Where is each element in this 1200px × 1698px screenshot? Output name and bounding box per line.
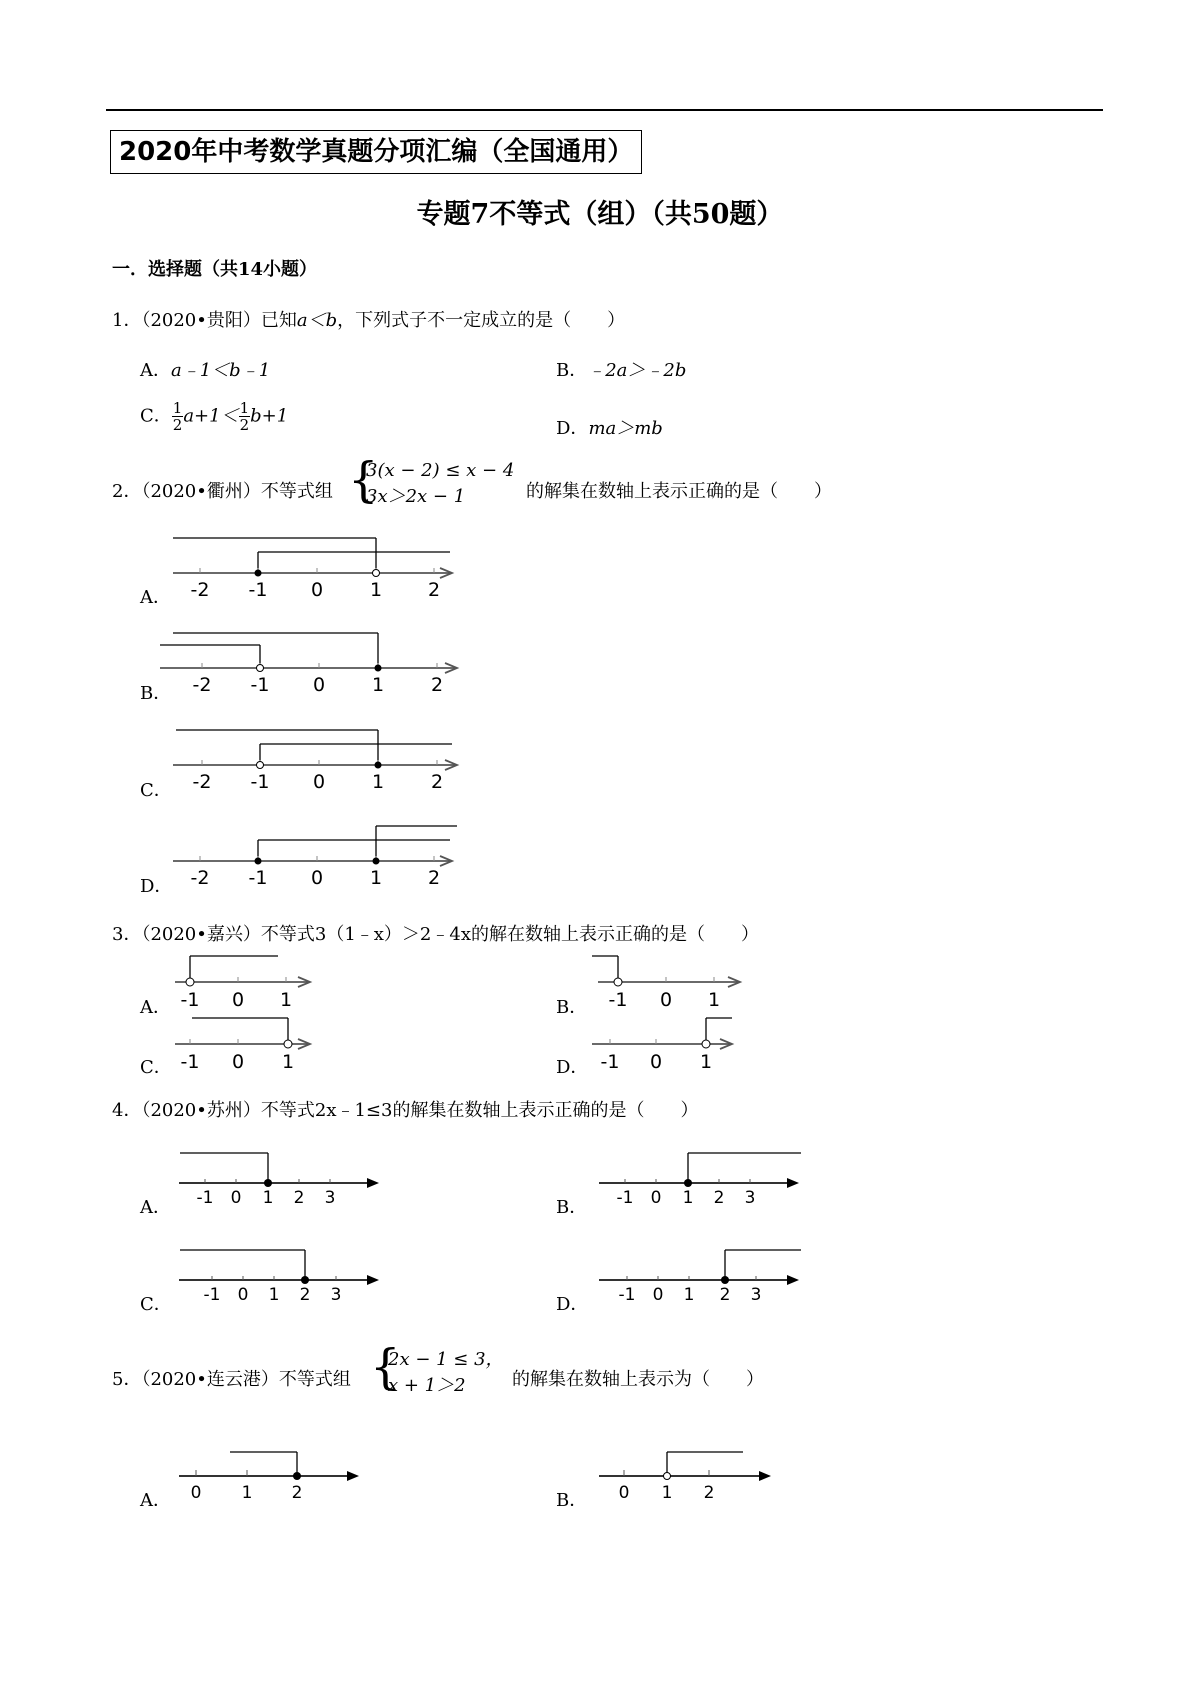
tick-label: 2 [299,1285,311,1305]
question-4-stem: 4．（2020•苏州）不等式2x﹣1≤3的解集在数轴上表示正确的是（ ） [112,1100,699,1121]
q3-option-a-label[interactable]: A． [140,997,171,1018]
q3-option-d-label[interactable]: D． [556,1057,589,1078]
tick-label: -1 [618,1285,636,1305]
axis-arrow [367,1275,379,1285]
numerator: 1 [172,399,183,417]
q3-number-line-d[interactable] [590,1012,750,1072]
q3-number-line-b[interactable] [590,950,750,1010]
tick-label: -2 [192,674,212,696]
system-line-1: 2x − 1 ≤ 3， [388,1349,504,1370]
tick-label: 2 [430,771,444,793]
closed-point [721,1276,729,1284]
closed-point [255,570,262,577]
tick-label: -1 [600,1051,620,1072]
question-2-stem-prefix: 2．（2020•衢州）不等式组 [112,481,333,502]
q2-option-b-label[interactable]: B． [140,683,172,704]
q4-option-d-label[interactable]: D． [556,1294,589,1315]
tick-label: -1 [248,867,268,889]
tick-label: 1 [699,1051,713,1072]
tick-label: 1 [371,674,385,696]
tick-label: 1 [371,771,385,793]
closed-point [684,1179,692,1187]
tick-label: -2 [190,867,210,889]
q4-option-b-label[interactable]: B． [556,1197,588,1218]
section-heading: 一．选择题（共14小题） [112,259,318,280]
system-line-2: 3x＞2x − 1 [366,486,466,507]
q4-number-line-b[interactable] [595,1145,815,1215]
tick-label: -1 [250,674,270,696]
tick-label: 0 [649,1051,663,1072]
q5-number-line-a[interactable] [175,1438,375,1508]
q2-number-line-a[interactable] [160,530,460,610]
system-line-2: x + 1＞2 [388,1375,466,1396]
question-1-stem [112,306,625,332]
tick-label: 1 [281,1051,295,1072]
q3-option-c-label[interactable]: C． [140,1057,172,1078]
tick-label: 2 [293,1188,305,1208]
collection-title: 2020年中考数学真题分项汇编（全国通用） [110,130,642,174]
q1-suffix: ，下列式子不一定成立的是（ ） [337,310,626,331]
numerator: 1 [239,399,250,417]
header-rule [106,109,1103,111]
tick-label: 3 [324,1188,336,1208]
q2-number-line-b[interactable] [160,625,460,705]
tick-label: 1 [661,1483,673,1503]
tick-label: 3 [750,1285,762,1305]
axis-arrow [347,1471,359,1481]
topic-title: 专题7不等式（组）（共50题） [416,199,784,230]
tick-label: 1 [683,1285,695,1305]
tick-label: -1 [196,1188,214,1208]
q5-option-a-label[interactable]: A． [140,1490,171,1511]
tick-label: 1 [279,989,293,1010]
closed-point [264,1179,272,1187]
tick-label: 1 [369,579,383,601]
q5-system [388,1347,504,1399]
tick-label: -2 [192,771,212,793]
tick-label: 0 [650,1188,662,1208]
tick-label: 2 [427,867,441,889]
open-point [664,1473,671,1480]
option-text: b+1 [250,405,289,427]
tick-label: -1 [180,989,200,1010]
tick-label: 1 [707,989,721,1010]
closed-point [293,1472,301,1480]
tick-label: 0 [659,989,673,1010]
option-label: B． [556,360,588,381]
tick-label: 3 [744,1188,756,1208]
option-text: ﹣2a＞﹣2b [587,360,687,381]
denominator: 2 [172,416,183,434]
question-3-stem: 3．（2020•嘉兴）不等式3（1﹣x）＞2﹣4x的解在数轴上表示正确的是（ ） [112,924,759,945]
q3-number-line-a[interactable] [170,950,320,1010]
tick-label: 0 [231,989,245,1010]
closed-point [373,858,380,865]
tick-label: 1 [369,867,383,889]
tick-label: -1 [180,1051,200,1072]
q2-system [366,458,514,510]
option-text: a+1＜ [183,405,239,427]
tick-label: 2 [427,579,441,601]
q4-number-line-d[interactable] [595,1242,815,1312]
tick-label: 3 [330,1285,342,1305]
tick-label: -1 [608,989,628,1010]
axis-arrow [367,1178,379,1188]
system-line-1: 3(x − 2) ≤ x − 4 [366,460,515,481]
tick-label: 1 [241,1483,253,1503]
q3-number-line-c[interactable] [170,1012,320,1072]
tick-label: 0 [310,579,324,601]
option-text: ma＞mb [588,418,663,439]
denominator: 2 [239,416,250,434]
closed-point [255,858,262,865]
q4-number-line-a[interactable] [175,1145,395,1215]
tick-label: -1 [203,1285,221,1305]
q5-option-b-label[interactable]: B． [556,1490,588,1511]
open-point [702,1040,710,1048]
tick-label: 0 [231,1051,245,1072]
system-brace: { [370,1339,401,1395]
q2-number-line-c[interactable] [160,722,460,802]
tick-label: 0 [190,1483,202,1503]
tick-label: 2 [713,1188,725,1208]
tick-label: -1 [616,1188,634,1208]
axis-arrow [787,1178,799,1188]
tick-label: -2 [190,579,210,601]
option-label: A． [140,360,171,381]
option-text: a﹣1＜b﹣1 [171,360,271,381]
q2-option-a-label[interactable]: A． [140,587,171,608]
tick-label: 0 [230,1188,242,1208]
tick-label: -1 [250,771,270,793]
tick-label: 0 [652,1285,664,1305]
tick-label: 0 [618,1483,630,1503]
tick-label: 0 [237,1285,249,1305]
tick-label: 0 [312,674,326,696]
q4-option-a-label[interactable]: A． [140,1197,171,1218]
q1-var: a＜b [296,310,338,331]
q1-option-d[interactable] [556,414,663,440]
tick-label: 2 [430,674,444,696]
tick-label: 2 [291,1483,303,1503]
axis-arrow [759,1471,771,1481]
open-point [614,978,622,986]
tick-label: -1 [248,579,268,601]
tick-label: 1 [682,1188,694,1208]
q3-option-b-label[interactable]: B． [556,997,588,1018]
open-point [284,1040,292,1048]
q4-option-c-label[interactable]: C． [140,1294,172,1315]
option-label: D． [556,418,589,439]
q5-number-line-b[interactable] [595,1438,795,1508]
q4-number-line-c[interactable] [175,1242,395,1312]
question-5-stem-suffix: 的解集在数轴上表示为（ ） [512,1369,764,1390]
fraction [172,400,184,433]
tick-label: 0 [312,771,326,793]
q2-option-c-label[interactable]: C． [140,780,172,801]
q1-option-c[interactable] [140,400,288,433]
fraction [239,400,251,433]
q1-option-b[interactable] [556,356,686,382]
tick-label: 2 [703,1483,715,1503]
question-2-stem-suffix: 的解集在数轴上表示正确的是（ ） [526,481,832,502]
tick-label: 1 [268,1285,280,1305]
q2-number-line-d[interactable] [160,818,460,898]
open-point [257,665,264,672]
open-point [186,978,194,986]
open-point [373,570,380,577]
tick-label: 0 [310,867,324,889]
tick-label: 2 [719,1285,731,1305]
question-5-stem-prefix: 5．（2020•连云港）不等式组 [112,1369,351,1390]
tick-label: 1 [262,1188,274,1208]
system-brace: { [348,452,379,508]
q1-prefix: 1．（2020•贵阳）已知 [112,310,297,331]
closed-point [375,762,382,769]
open-point [257,762,264,769]
closed-point [301,1276,309,1284]
q2-option-d-label[interactable]: D． [140,876,173,897]
closed-point [375,665,382,672]
q1-option-a[interactable] [140,356,270,382]
option-label: C． [140,405,172,427]
axis-arrow [787,1275,799,1285]
